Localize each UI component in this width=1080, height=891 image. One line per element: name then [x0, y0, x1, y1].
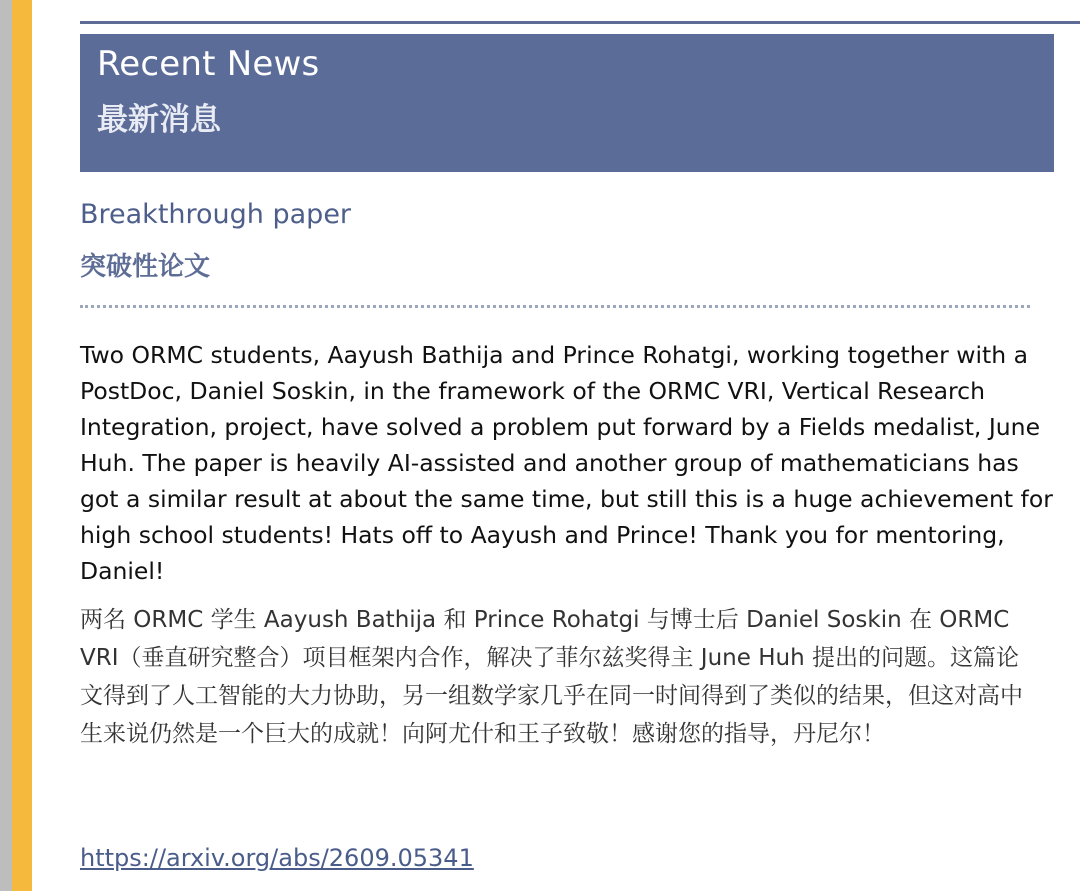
section-title-zh: 最新消息	[97, 102, 221, 138]
top-divider	[80, 21, 1080, 24]
arxiv-link[interactable]: https://arxiv.org/abs/2609.05341	[80, 844, 474, 872]
page-rail-gold	[12, 0, 32, 891]
page-rail-grey	[0, 0, 12, 891]
section-header	[80, 34, 1054, 172]
section-title-en: Recent News	[97, 44, 320, 84]
article-body-en: Two ORMC students, Aayush Bathija and Prince Rohatgi, working together with a PostDoc, Daniel Soskin, in the framework of the ORMC VRI, Vertical Research Integration, project, have solved a problem put forward by a Fields medalist, June Huh. The paper is heavily AI-assisted and another group of mathematicians has got a similar result at about the same time, but still this is a huge achievement for high school students! Hats off to Aayush and Prince! Thank you for mentoring, Daniel!	[80, 341, 1053, 585]
article-heading-en: Breakthrough paper	[80, 199, 352, 230]
dotted-divider	[80, 305, 1030, 308]
article-body-zh: 两名 ORMC 学生 Aayush Bathija 和 Prince Rohatgi 与博士后 Daniel Soskin 在 ORMC VRI（垂直研究整合）项目框架内合作，解决了菲尔兹奖得主 June Huh 提出的问题。这篇论文得到了人工智能的大力协助，另一组数学家几乎在同一时间得到了类似的结果，但这对高中生来说仍然是一个巨大的成就！向阿尤什和王子致敬！感谢您的指导，丹尼尔！	[80, 607, 1023, 747]
article-heading-zh: 突破性论文	[80, 252, 211, 282]
